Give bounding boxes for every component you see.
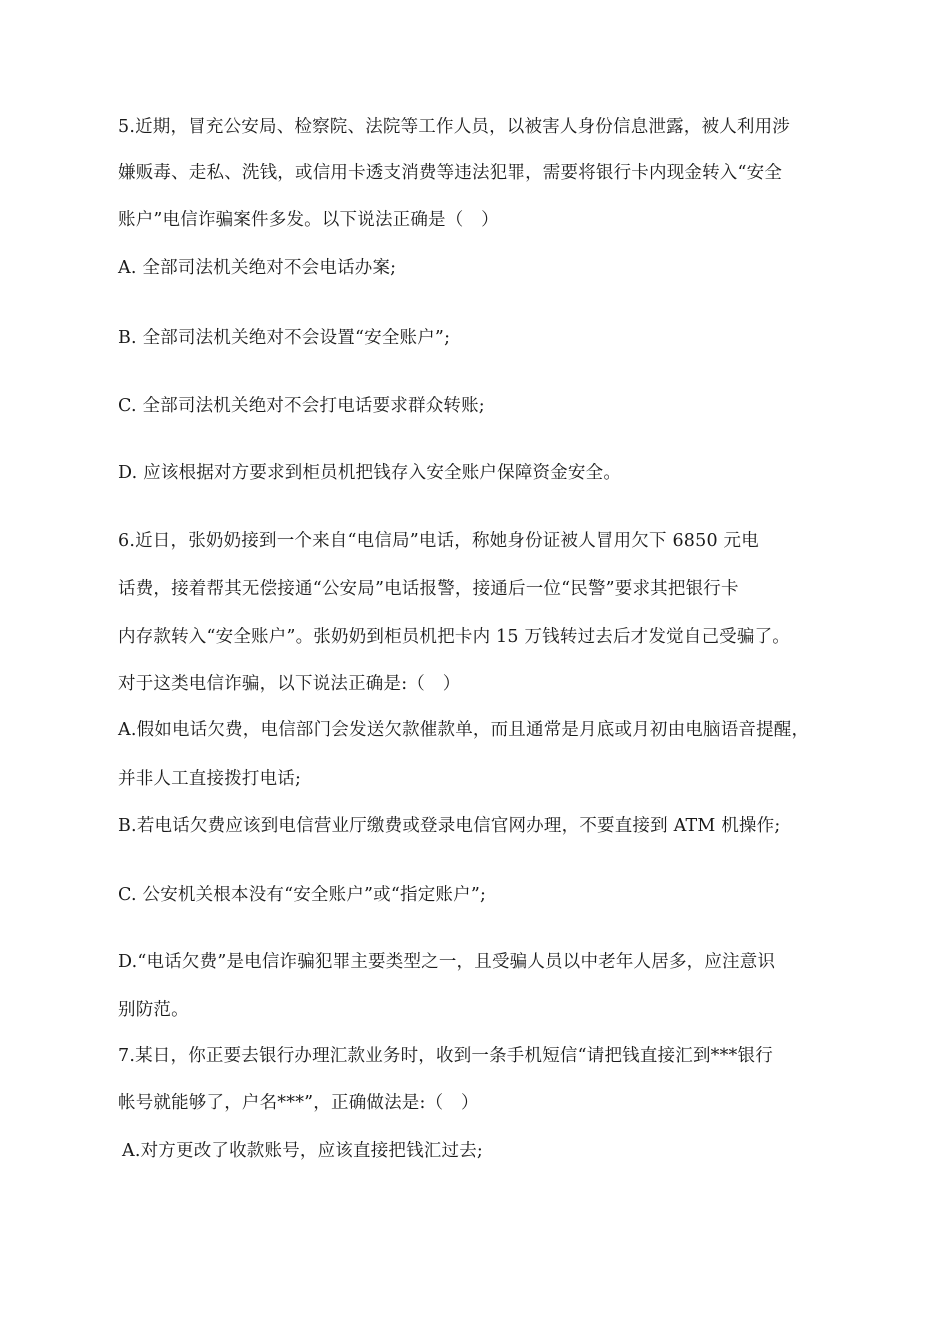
q5-option-a: A. 全部司法机关绝对不会电话办案; <box>118 258 397 278</box>
q6-option-a: A.假如电话欠费，电信部门会发送欠款催款单，而且通常是月底或月初由电脑语音提醒， <box>118 720 810 740</box>
q6-stem-line-4: 对于这类电信诈骗，以下说法正确是:（ ） <box>118 674 461 694</box>
q5-option-b: B. 全部司法机关绝对不会设置“安全账户”; <box>118 328 451 348</box>
q7-stem-line-2: 帐号就能够了，户名***”，正确做法是:（ ） <box>118 1093 479 1113</box>
q5-stem-line-3: 账户”电信诈骗案件多发。以下说法正确是（ ） <box>118 210 499 230</box>
q6-option-d: D.“电话欠费”是电信诈骗犯罪主要类型之一，且受骗人员以中老年人居多，应注意识 <box>118 952 776 972</box>
q6-stem-line-2: 话费，接着帮其无偿接通“公安局”电话报警，接通后一位“民警”要求其把银行卡 <box>118 579 739 599</box>
q5-option-c: C. 全部司法机关绝对不会打电话要求群众转账; <box>118 396 485 416</box>
q7-option-a: A.对方更改了收款账号，应该直接把钱汇过去; <box>122 1141 483 1161</box>
q6-option-a-cont: 并非人工直接拨打电话; <box>118 769 302 789</box>
q6-option-d-cont: 别防范。 <box>118 1000 189 1020</box>
q5-stem-line-1: 5.近期，冒充公安局、检察院、法院等工作人员，以被害人身份信息泄露，被人利用涉 <box>118 117 790 137</box>
q6-stem-line-3: 内存款转入“安全账户”。张奶奶到柜员机把卡内 15 万钱转过去后才发觉自己受骗了。 <box>118 627 790 647</box>
q6-option-b: B.若电话欠费应该到电信营业厅缴费或登录电信官网办理，不要直接到 ATM 机操作; <box>118 816 781 836</box>
q6-option-c: C. 公安机关根本没有“安全账户”或“指定账户”; <box>118 885 487 905</box>
q7-stem-line-1: 7.某日，你正要去银行办理汇款业务时，收到一条手机短信“请把钱直接汇到***银行 <box>118 1046 773 1066</box>
q5-option-d: D. 应该根据对方要求到柜员机把钱存入安全账户保障资金安全。 <box>118 463 622 483</box>
q6-stem-line-1: 6.近日，张奶奶接到一个来自“电信局”电话，称她身份证被人冒用欠下 6850 元电 <box>118 531 759 551</box>
q5-stem-line-2: 嫌贩毒、走私、洗钱，或信用卡透支消费等违法犯罪，需要将银行卡内现金转入“安全 <box>118 163 783 183</box>
